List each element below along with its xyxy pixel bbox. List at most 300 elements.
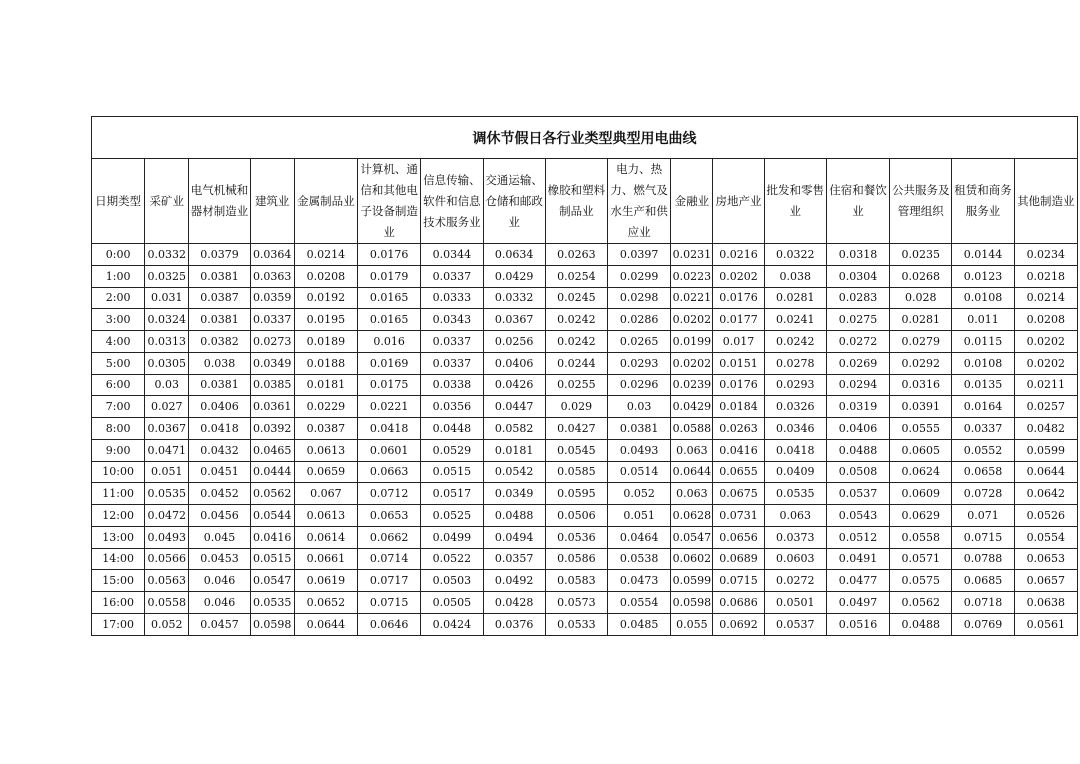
- value-cell: 0.0505: [421, 592, 483, 614]
- value-cell: 0.0429: [671, 396, 713, 418]
- value-cell: 0.0575: [890, 570, 952, 592]
- value-cell: 0.0488: [826, 439, 889, 461]
- column-header: 信息传输、软件和信息技术服务业: [421, 159, 483, 244]
- value-cell: 0.0638: [1014, 592, 1077, 614]
- value-cell: 0.0416: [713, 439, 764, 461]
- time-cell: 2:00: [92, 287, 145, 309]
- value-cell: 0.0223: [671, 265, 713, 287]
- time-cell: 17:00: [92, 613, 145, 635]
- value-cell: 0.0644: [1014, 461, 1077, 483]
- value-cell: 0.0427: [545, 418, 607, 440]
- value-cell: 0.0599: [1014, 439, 1077, 461]
- value-cell: 0.0685: [952, 570, 1014, 592]
- table-row: [92, 287, 1078, 309]
- value-cell: 0.0144: [952, 244, 1014, 266]
- value-cell: 0.0151: [713, 352, 764, 374]
- value-cell: 0.038: [189, 352, 250, 374]
- value-cell: 0.0381: [189, 374, 250, 396]
- value-cell: 0.0221: [358, 396, 421, 418]
- value-cell: 0.0561: [1014, 613, 1077, 635]
- value-cell: 0.0326: [764, 396, 826, 418]
- value-cell: 0.0526: [1014, 505, 1077, 527]
- value-cell: 0.0448: [421, 418, 483, 440]
- value-cell: 0.0296: [608, 374, 671, 396]
- value-cell: 0.0646: [358, 613, 421, 635]
- value-cell: 0.0391: [890, 396, 952, 418]
- value-cell: 0.0164: [952, 396, 1014, 418]
- value-cell: 0.0544: [250, 505, 294, 527]
- value-cell: 0.0517: [421, 483, 483, 505]
- value-cell: 0.0218: [1014, 265, 1077, 287]
- value-cell: 0.0718: [952, 592, 1014, 614]
- value-cell: 0.0586: [545, 548, 607, 570]
- value-cell: 0.0522: [421, 548, 483, 570]
- value-cell: 0.0293: [764, 374, 826, 396]
- table-body: [92, 244, 1078, 636]
- time-cell: 9:00: [92, 439, 145, 461]
- value-cell: 0.0293: [608, 352, 671, 374]
- value-cell: 0.0715: [713, 570, 764, 592]
- power-curve-table: [91, 116, 1078, 636]
- value-cell: 0.0257: [1014, 396, 1077, 418]
- value-cell: 0.0177: [713, 309, 764, 331]
- value-cell: 0.0512: [826, 526, 889, 548]
- value-cell: 0.017: [713, 331, 764, 353]
- value-cell: 0.0211: [1014, 374, 1077, 396]
- value-cell: 0.0346: [764, 418, 826, 440]
- value-cell: 0.0392: [250, 418, 294, 440]
- value-cell: 0.0381: [189, 309, 250, 331]
- value-cell: 0.011: [952, 309, 1014, 331]
- value-cell: 0.0457: [189, 613, 250, 635]
- value-cell: 0.0165: [358, 309, 421, 331]
- value-cell: 0.0305: [145, 352, 189, 374]
- column-header: 房地产业: [713, 159, 764, 244]
- value-cell: 0.0644: [671, 461, 713, 483]
- value-cell: 0.0255: [545, 374, 607, 396]
- value-cell: 0.0428: [483, 592, 545, 614]
- value-cell: 0.0573: [545, 592, 607, 614]
- column-header: 建筑业: [250, 159, 294, 244]
- time-cell: 10:00: [92, 461, 145, 483]
- value-cell: 0.0349: [250, 352, 294, 374]
- table-row: [92, 265, 1078, 287]
- value-cell: 0.0628: [671, 505, 713, 527]
- value-cell: 0.071: [952, 505, 1014, 527]
- value-cell: 0.045: [189, 526, 250, 548]
- value-cell: 0.0715: [358, 592, 421, 614]
- value-cell: 0.029: [545, 396, 607, 418]
- value-cell: 0.0123: [952, 265, 1014, 287]
- value-cell: 0.0272: [764, 570, 826, 592]
- value-cell: 0.0609: [890, 483, 952, 505]
- value-cell: 0.0689: [713, 548, 764, 570]
- value-cell: 0.0525: [421, 505, 483, 527]
- column-header: 交通运输、仓储和邮政业: [483, 159, 545, 244]
- table-row: [92, 483, 1078, 505]
- value-cell: 0.0472: [145, 505, 189, 527]
- value-cell: 0.0658: [952, 461, 1014, 483]
- value-cell: 0.0221: [671, 287, 713, 309]
- value-cell: 0.0324: [145, 309, 189, 331]
- value-cell: 0.063: [764, 505, 826, 527]
- value-cell: 0.0714: [358, 548, 421, 570]
- time-cell: 13:00: [92, 526, 145, 548]
- value-cell: 0.0325: [145, 265, 189, 287]
- table-row: [92, 570, 1078, 592]
- time-cell: 15:00: [92, 570, 145, 592]
- value-cell: 0.0653: [358, 505, 421, 527]
- value-cell: 0.0619: [294, 570, 357, 592]
- value-cell: 0.0456: [189, 505, 250, 527]
- value-cell: 0.0176: [713, 374, 764, 396]
- value-cell: 0.0447: [483, 396, 545, 418]
- value-cell: 0.0376: [483, 613, 545, 635]
- value-cell: 0.0263: [545, 244, 607, 266]
- table-row: [92, 461, 1078, 483]
- value-cell: 0.0493: [145, 526, 189, 548]
- value-cell: 0.028: [890, 287, 952, 309]
- value-cell: 0.0337: [952, 418, 1014, 440]
- value-cell: 0.0397: [608, 244, 671, 266]
- value-cell: 0.0256: [483, 331, 545, 353]
- time-cell: 1:00: [92, 265, 145, 287]
- value-cell: 0.0286: [608, 309, 671, 331]
- value-cell: 0.0537: [764, 613, 826, 635]
- value-cell: 0.0508: [826, 461, 889, 483]
- value-cell: 0.0538: [608, 548, 671, 570]
- value-cell: 0.0477: [826, 570, 889, 592]
- value-cell: 0.0547: [671, 526, 713, 548]
- value-cell: 0.063: [671, 483, 713, 505]
- value-cell: 0.03: [145, 374, 189, 396]
- value-cell: 0.0499: [421, 526, 483, 548]
- value-cell: 0.0184: [713, 396, 764, 418]
- value-cell: 0.0731: [713, 505, 764, 527]
- value-cell: 0.0728: [952, 483, 1014, 505]
- value-cell: 0.0242: [764, 331, 826, 353]
- value-cell: 0.0356: [421, 396, 483, 418]
- value-cell: 0.0231: [671, 244, 713, 266]
- table-row: [92, 592, 1078, 614]
- value-cell: 0.0488: [483, 505, 545, 527]
- value-cell: 0.0629: [890, 505, 952, 527]
- value-cell: 0.0381: [608, 418, 671, 440]
- value-cell: 0.0188: [294, 352, 357, 374]
- value-cell: 0.0583: [545, 570, 607, 592]
- table-row: [92, 374, 1078, 396]
- value-cell: 0.0357: [483, 548, 545, 570]
- value-cell: 0.0202: [1014, 331, 1077, 353]
- value-cell: 0.0175: [358, 374, 421, 396]
- value-cell: 0.0234: [1014, 244, 1077, 266]
- value-cell: 0.0661: [294, 548, 357, 570]
- value-cell: 0.0281: [764, 287, 826, 309]
- value-cell: 0.0179: [358, 265, 421, 287]
- value-cell: 0.046: [189, 592, 250, 614]
- value-cell: 0.0283: [826, 287, 889, 309]
- value-cell: 0.0655: [713, 461, 764, 483]
- value-cell: 0.0359: [250, 287, 294, 309]
- value-cell: 0.0482: [1014, 418, 1077, 440]
- table-row: [92, 505, 1078, 527]
- value-cell: 0.0501: [764, 592, 826, 614]
- value-cell: 0.0429: [483, 265, 545, 287]
- value-cell: 0.0537: [826, 483, 889, 505]
- value-cell: 0.046: [189, 570, 250, 592]
- value-cell: 0.038: [764, 265, 826, 287]
- value-cell: 0.0535: [764, 483, 826, 505]
- time-cell: 16:00: [92, 592, 145, 614]
- value-cell: 0.0406: [189, 396, 250, 418]
- value-cell: 0.0599: [671, 570, 713, 592]
- table-row: [92, 526, 1078, 548]
- column-header: 金融业: [671, 159, 713, 244]
- value-cell: 0.0536: [545, 526, 607, 548]
- value-cell: 0.0601: [358, 439, 421, 461]
- column-header: 公共服务及管理组织: [890, 159, 952, 244]
- value-cell: 0.0659: [294, 461, 357, 483]
- value-cell: 0.0343: [421, 309, 483, 331]
- value-cell: 0.0657: [1014, 570, 1077, 592]
- value-cell: 0.0165: [358, 287, 421, 309]
- value-cell: 0.0558: [890, 526, 952, 548]
- value-cell: 0.0545: [545, 439, 607, 461]
- value-cell: 0.0432: [189, 439, 250, 461]
- value-cell: 0.0588: [671, 418, 713, 440]
- value-cell: 0.0563: [145, 570, 189, 592]
- value-cell: 0.0506: [545, 505, 607, 527]
- value-cell: 0.0338: [421, 374, 483, 396]
- value-cell: 0.0555: [890, 418, 952, 440]
- value-cell: 0.0242: [545, 331, 607, 353]
- value-cell: 0.0473: [608, 570, 671, 592]
- value-cell: 0.0275: [826, 309, 889, 331]
- value-cell: 0.0788: [952, 548, 1014, 570]
- value-cell: 0.0516: [826, 613, 889, 635]
- value-cell: 0.0485: [608, 613, 671, 635]
- value-cell: 0.0491: [826, 548, 889, 570]
- column-header: 租赁和商务服务业: [952, 159, 1014, 244]
- value-cell: 0.0202: [671, 309, 713, 331]
- value-cell: 0.0769: [952, 613, 1014, 635]
- value-cell: 0.0281: [890, 309, 952, 331]
- value-cell: 0.0381: [189, 265, 250, 287]
- value-cell: 0.0387: [189, 287, 250, 309]
- value-cell: 0.0595: [545, 483, 607, 505]
- value-cell: 0.0292: [890, 352, 952, 374]
- value-cell: 0.0108: [952, 352, 1014, 374]
- table-row: [92, 331, 1078, 353]
- value-cell: 0.0279: [890, 331, 952, 353]
- value-cell: 0.0349: [483, 483, 545, 505]
- value-cell: 0.0652: [294, 592, 357, 614]
- time-cell: 0:00: [92, 244, 145, 266]
- value-cell: 0.0313: [145, 331, 189, 353]
- table-row: [92, 548, 1078, 570]
- value-cell: 0.0624: [890, 461, 952, 483]
- value-cell: 0.0558: [145, 592, 189, 614]
- value-cell: 0.0387: [294, 418, 357, 440]
- value-cell: 0.0562: [250, 483, 294, 505]
- value-cell: 0.0515: [421, 461, 483, 483]
- value-cell: 0.031: [145, 287, 189, 309]
- table-row: [92, 309, 1078, 331]
- value-cell: 0.0278: [764, 352, 826, 374]
- value-cell: 0.0409: [764, 461, 826, 483]
- header-row: [92, 159, 1078, 244]
- value-cell: 0.0199: [671, 331, 713, 353]
- value-cell: 0.0322: [764, 244, 826, 266]
- value-cell: 0.0571: [890, 548, 952, 570]
- value-cell: 0.0239: [671, 374, 713, 396]
- value-cell: 0.0263: [713, 418, 764, 440]
- value-cell: 0.0406: [826, 418, 889, 440]
- value-cell: 0.0663: [358, 461, 421, 483]
- value-cell: 0.0634: [483, 244, 545, 266]
- value-cell: 0.0332: [145, 244, 189, 266]
- value-cell: 0.0379: [189, 244, 250, 266]
- value-cell: 0.0613: [294, 505, 357, 527]
- value-cell: 0.0554: [1014, 526, 1077, 548]
- column-header: 橡胶和塑料制品业: [545, 159, 607, 244]
- column-header: 住宿和餐饮业: [826, 159, 889, 244]
- value-cell: 0.0318: [826, 244, 889, 266]
- table-row: [92, 396, 1078, 418]
- value-cell: 0.055: [671, 613, 713, 635]
- value-cell: 0.0535: [250, 592, 294, 614]
- value-cell: 0.0543: [826, 505, 889, 527]
- value-cell: 0.0416: [250, 526, 294, 548]
- value-cell: 0.0176: [713, 287, 764, 309]
- value-cell: 0.063: [671, 439, 713, 461]
- value-cell: 0.016: [358, 331, 421, 353]
- value-cell: 0.0471: [145, 439, 189, 461]
- value-cell: 0.0337: [421, 352, 483, 374]
- value-cell: 0.0245: [545, 287, 607, 309]
- value-cell: 0.0294: [826, 374, 889, 396]
- value-cell: 0.0715: [952, 526, 1014, 548]
- value-cell: 0.0675: [713, 483, 764, 505]
- value-cell: 0.0337: [250, 309, 294, 331]
- column-header: 电力、热力、燃气及水生产和供应业: [608, 159, 671, 244]
- value-cell: 0.0181: [294, 374, 357, 396]
- value-cell: 0.0488: [890, 613, 952, 635]
- value-cell: 0.0582: [483, 418, 545, 440]
- value-cell: 0.0406: [483, 352, 545, 374]
- value-cell: 0.0176: [358, 244, 421, 266]
- value-cell: 0.0686: [713, 592, 764, 614]
- value-cell: 0.0214: [294, 244, 357, 266]
- value-cell: 0.0181: [483, 439, 545, 461]
- value-cell: 0.0333: [421, 287, 483, 309]
- time-cell: 5:00: [92, 352, 145, 374]
- value-cell: 0.0373: [764, 526, 826, 548]
- time-cell: 12:00: [92, 505, 145, 527]
- value-cell: 0.0644: [294, 613, 357, 635]
- value-cell: 0.0529: [421, 439, 483, 461]
- value-cell: 0.052: [608, 483, 671, 505]
- column-header: 金属制品业: [294, 159, 357, 244]
- time-cell: 3:00: [92, 309, 145, 331]
- value-cell: 0.0192: [294, 287, 357, 309]
- value-cell: 0.0135: [952, 374, 1014, 396]
- table-title: 调休节假日各行业类型典型用电曲线: [92, 117, 1078, 159]
- value-cell: 0.0562: [890, 592, 952, 614]
- value-cell: 0.0304: [826, 265, 889, 287]
- value-cell: 0.0337: [421, 331, 483, 353]
- column-header: 计算机、通信和其他电子设备制造业: [358, 159, 421, 244]
- value-cell: 0.0115: [952, 331, 1014, 353]
- value-cell: 0.0319: [826, 396, 889, 418]
- table-row: [92, 244, 1078, 266]
- value-cell: 0.0712: [358, 483, 421, 505]
- table-row: [92, 439, 1078, 461]
- value-cell: 0.0585: [545, 461, 607, 483]
- value-cell: 0.0547: [250, 570, 294, 592]
- value-cell: 0.0542: [483, 461, 545, 483]
- value-cell: 0.0298: [608, 287, 671, 309]
- value-cell: 0.0202: [1014, 352, 1077, 374]
- value-cell: 0.0235: [890, 244, 952, 266]
- value-cell: 0.0603: [764, 548, 826, 570]
- value-cell: 0.067: [294, 483, 357, 505]
- value-cell: 0.0535: [145, 483, 189, 505]
- table-row: [92, 352, 1078, 374]
- value-cell: 0.0642: [1014, 483, 1077, 505]
- value-cell: 0.0361: [250, 396, 294, 418]
- time-cell: 8:00: [92, 418, 145, 440]
- value-cell: 0.0332: [483, 287, 545, 309]
- value-cell: 0.0503: [421, 570, 483, 592]
- value-cell: 0.0269: [826, 352, 889, 374]
- value-cell: 0.0229: [294, 396, 357, 418]
- time-cell: 4:00: [92, 331, 145, 353]
- value-cell: 0.051: [608, 505, 671, 527]
- value-cell: 0.0337: [421, 265, 483, 287]
- value-cell: 0.0424: [421, 613, 483, 635]
- value-cell: 0.0244: [545, 352, 607, 374]
- value-cell: 0.0108: [952, 287, 1014, 309]
- value-cell: 0.0202: [713, 265, 764, 287]
- value-cell: 0.0494: [483, 526, 545, 548]
- value-cell: 0.0515: [250, 548, 294, 570]
- value-cell: 0.0614: [294, 526, 357, 548]
- value-cell: 0.0344: [421, 244, 483, 266]
- value-cell: 0.051: [145, 461, 189, 483]
- value-cell: 0.0385: [250, 374, 294, 396]
- time-cell: 14:00: [92, 548, 145, 570]
- value-cell: 0.0169: [358, 352, 421, 374]
- value-cell: 0.0452: [189, 483, 250, 505]
- value-cell: 0.0265: [608, 331, 671, 353]
- table-row: [92, 418, 1078, 440]
- value-cell: 0.0492: [483, 570, 545, 592]
- value-cell: 0.0363: [250, 265, 294, 287]
- value-cell: 0.0605: [890, 439, 952, 461]
- value-cell: 0.0418: [358, 418, 421, 440]
- value-cell: 0.0208: [1014, 309, 1077, 331]
- value-cell: 0.0653: [1014, 548, 1077, 570]
- table-row: [92, 613, 1078, 635]
- value-cell: 0.0367: [483, 309, 545, 331]
- value-cell: 0.0554: [608, 592, 671, 614]
- value-cell: 0.03: [608, 396, 671, 418]
- value-cell: 0.0465: [250, 439, 294, 461]
- value-cell: 0.052: [145, 613, 189, 635]
- value-cell: 0.0254: [545, 265, 607, 287]
- value-cell: 0.0656: [713, 526, 764, 548]
